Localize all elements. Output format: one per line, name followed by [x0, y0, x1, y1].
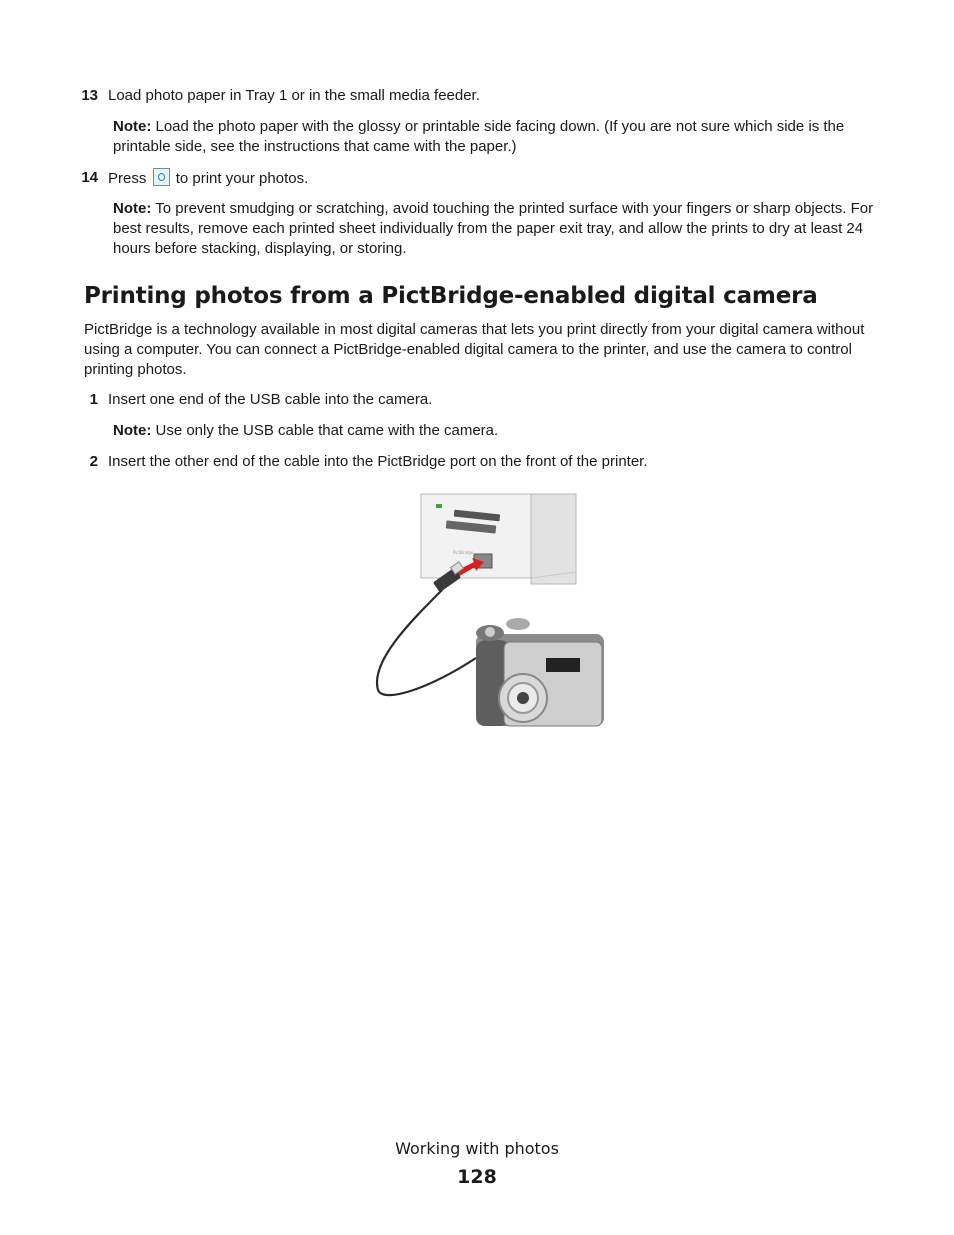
note-text: Use only the USB cable that came with the camera.: [155, 422, 499, 439]
step-text: Load photo paper in Tray 1 or in the small media feeder.: [108, 87, 480, 104]
note: [113, 117, 883, 157]
note-label: Note:: [113, 422, 152, 439]
step-text: [108, 168, 308, 189]
note: [113, 421, 883, 441]
printer-port-label: PictBridge: [453, 550, 474, 555]
step-number: 13: [81, 87, 98, 104]
note-text: To prevent smudging or scratching, avoid touching the printed surface with your fingers or sharp objects. For best results, remove each printed sheet individually from the paper exit tray, and allow the prints to dry at least 24 hours before stacking, displaying, or storing.: [113, 200, 874, 257]
section-heading: Printing photos from a PictBridge-enabled digital camera: [84, 283, 818, 309]
note-text: Load the photo paper with the glossy or printable side facing down. (If you are not sure which side is the printable side, see the instructions that came with the paper.): [113, 118, 845, 155]
camera-illustration: [476, 618, 604, 726]
step-number: 1: [89, 391, 98, 408]
start-button-icon: [153, 168, 170, 186]
page-number: 128: [457, 1166, 497, 1188]
step-text-after: to print your photos.: [175, 170, 309, 187]
step-text: Insert one end of the USB cable into the camera.: [108, 391, 433, 408]
printer-illustration: [421, 494, 576, 584]
note: [113, 199, 883, 259]
note-label: Note:: [113, 200, 152, 217]
footer-chapter-title: Working with photos: [395, 1139, 559, 1158]
pictbridge-connection-illustration: [370, 492, 610, 732]
step-text: Insert the other end of the cable into the PictBridge port on the front of the printer.: [108, 453, 648, 470]
step-number: 14: [81, 169, 98, 186]
section-intro: PictBridge is a technology available in most digital cameras that lets you print directly from your digital camera without using a computer. You can connect a PictBridge-enabled digital camera to the printer, and use the camera to control printing photos.: [84, 321, 865, 378]
usb-cable: [377, 590, 476, 695]
note-label: Note:: [113, 118, 152, 135]
step-text-before: Press: [108, 170, 147, 187]
step-number: 2: [89, 453, 98, 470]
